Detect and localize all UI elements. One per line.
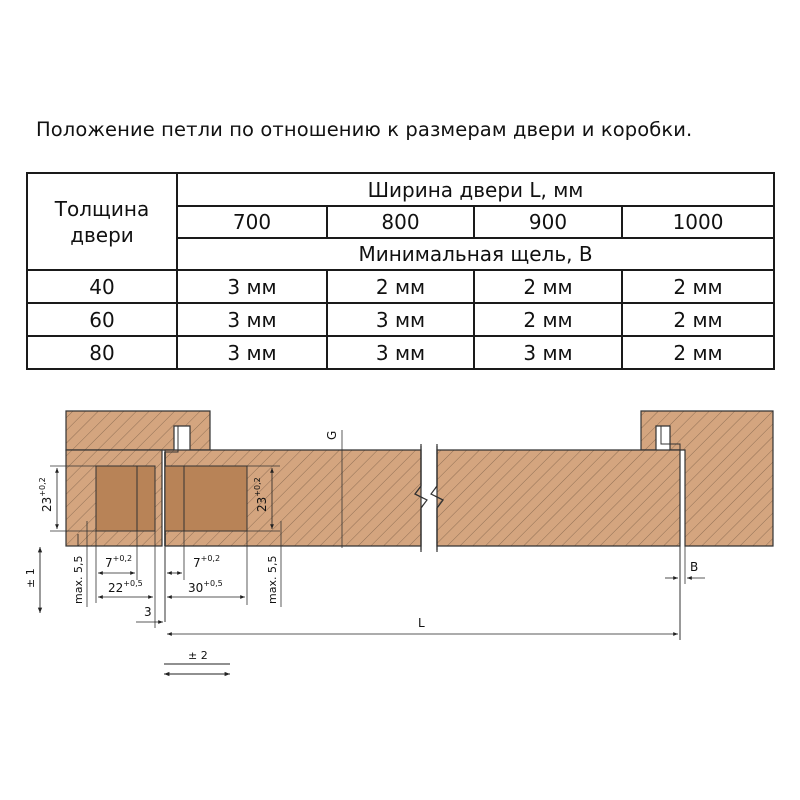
dim-3: 3 — [144, 605, 152, 619]
thickness-cell: 40 — [27, 270, 177, 303]
l-label: L — [418, 616, 425, 630]
thickness-header-line1: Толщина — [54, 196, 150, 221]
thickness-header — [27, 173, 177, 270]
gap-cell: 2 мм — [474, 303, 622, 336]
gap-cell: 2 мм — [622, 336, 774, 369]
max-right-label: max. 5,5 — [266, 555, 279, 604]
gap-cell: 3 мм — [327, 336, 474, 369]
width-header: Ширина двери L, мм — [177, 173, 774, 206]
thickness-header-line2: двери — [70, 222, 134, 247]
width-1000: 1000 — [622, 206, 774, 238]
width-700: 700 — [177, 206, 327, 238]
gap-cell: 3 мм — [177, 336, 327, 369]
table-row — [27, 270, 774, 303]
gap-cell: 3 мм — [177, 270, 327, 303]
dim-30: $30^{+0,5}$ — [188, 579, 223, 595]
thickness-cell: 60 — [27, 303, 177, 336]
hinge-door-part — [165, 466, 247, 531]
gap-header: Минимальная щель, B — [177, 238, 774, 270]
dim-7-left: $7^{+0,2}$ — [105, 554, 133, 570]
gap-cell: 2 мм — [474, 270, 622, 303]
table-row — [27, 303, 774, 336]
gap-table — [26, 172, 775, 370]
g-label: G — [325, 430, 339, 440]
gap-cell: 2 мм — [622, 270, 774, 303]
thickness-cell: 80 — [27, 336, 177, 369]
door-leaf-right — [437, 450, 680, 546]
gap-cell: 3 мм — [474, 336, 622, 369]
gap-cell: 3 мм — [177, 303, 327, 336]
height-left-label: $23^{+0,2}$ — [38, 477, 54, 512]
hinge-drawing — [0, 395, 800, 695]
b-label: B — [690, 560, 699, 574]
width-900: 900 — [474, 206, 622, 238]
dim-22: $22^{+0,5}$ — [108, 579, 143, 595]
pm1-label: ± 1 — [24, 568, 37, 588]
gap-cell: 3 мм — [327, 303, 474, 336]
table-header-row — [27, 173, 774, 206]
left-frame — [66, 411, 210, 450]
dim-7-right: $7^{+0,2}$ — [193, 554, 221, 570]
pm2-label: ± 2 — [188, 649, 208, 662]
gap-cell: 2 мм — [622, 303, 774, 336]
height-right-label: $23^{+0,2}$ — [253, 477, 269, 512]
max-left-label: max. 5,5 — [72, 555, 85, 604]
hinge-frame-part — [96, 466, 155, 531]
table-row — [27, 336, 774, 369]
page-title: Положение петли по отношению к размерам двери и коробки. — [36, 118, 693, 141]
gap-cell: 2 мм — [327, 270, 474, 303]
width-800: 800 — [327, 206, 474, 238]
